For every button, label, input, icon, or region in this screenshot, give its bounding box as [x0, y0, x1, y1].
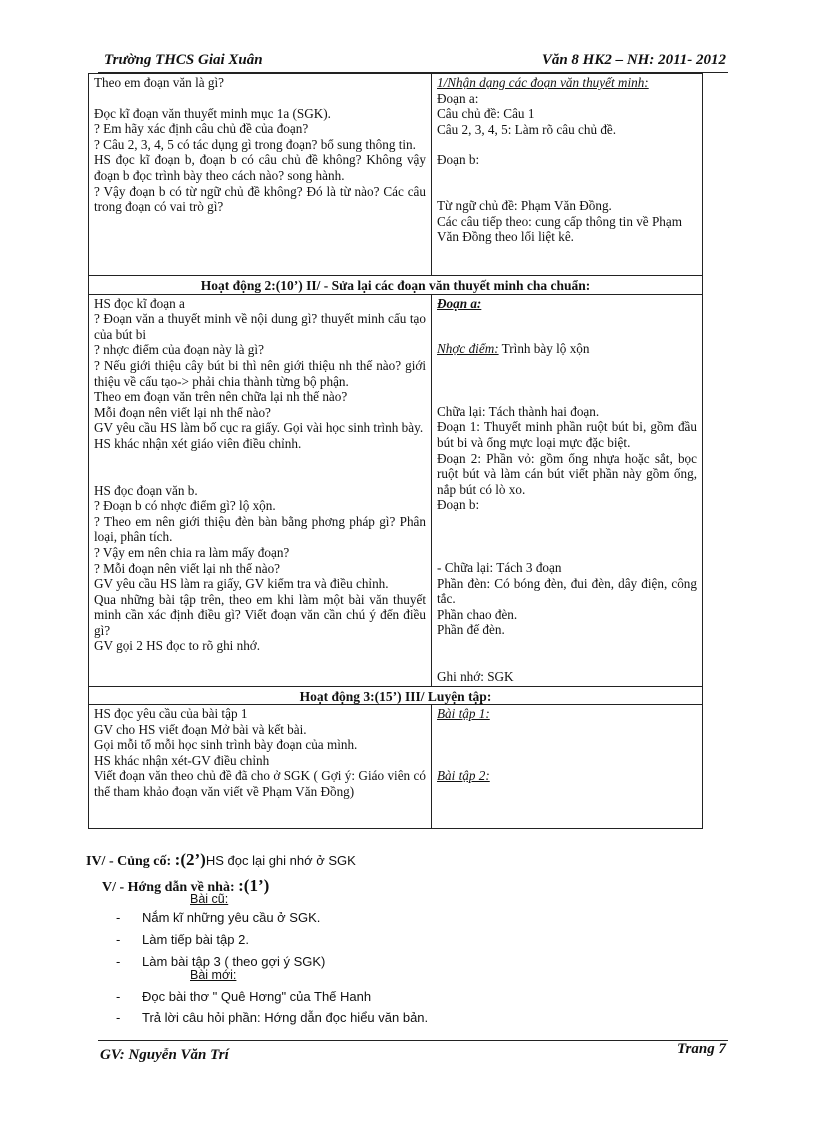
text-line: GV cho HS viết đoạn Mở bài và kết bài. [94, 721, 307, 737]
text-line: HS đọc kĩ đoạn a [94, 295, 185, 311]
text-line: HS đọc đoạn văn b. [94, 482, 198, 498]
homework-line [102, 876, 269, 896]
text-line: HS khác nhận xét giáo viên điều chỉnh. [94, 435, 302, 451]
consolidation-line [86, 850, 356, 870]
homework-label: V/ - Hớng dẫn về nhà: [102, 880, 239, 895]
section1-right [432, 74, 703, 276]
activity3-left [89, 705, 432, 829]
item-text: Trả lời câu hỏi phần: Hớng dẫn đọc hiểu văn bản. [142, 1010, 429, 1025]
text-line: - Chữa lại: Tách 3 đoạn [437, 559, 562, 575]
text-line: Đoạn 1: Thuyết minh phần ruột bút bi, gồm đầu bút bi và ống mực loại mực đặc biệt. [437, 419, 697, 450]
nhuoc-diem-text: Trình bày lộ xộn [498, 341, 590, 357]
section-heading: 1/Nhận dạng các đoạn văn thuyết minh: [437, 75, 649, 90]
old-item-2: - Làm tiếp bài tập 2. [116, 932, 249, 947]
text-line: HS đọc kĩ đoạn b, đoạn b có câu chủ đề không? Không vậy đoạn b đọc trình bày theo cách nào? song hành. [94, 152, 426, 183]
text-line: ? nhợc điểm của đoạn này là gì? [94, 342, 264, 358]
text-line: Câu chủ đề: Câu 1 [437, 106, 535, 122]
text-line: Đọc kĩ đoạn văn thuyết minh mục 1a (SGK). [94, 105, 331, 121]
text-line: ? Theo em nên giới thiệu đèn bàn bằng phơng pháp gì? Phân loại, phân tích. [94, 513, 426, 545]
text-line: ? Nếu giới thiệu cây bút bi thì nên giới thiệu nh thế nào? giới thiệu về cấu tạo-> phải chia thành từng bộ phận. [94, 357, 426, 389]
new-lesson-label: Bài mới: [190, 968, 237, 982]
item-text: Làm tiếp bài tập 2. [142, 932, 249, 947]
old-lesson-label: Bài cũ: [190, 892, 229, 906]
text-line: HS khác nhận xét-GV điều chỉnh [94, 752, 270, 768]
text-line: Phần chao đèn. [437, 606, 518, 622]
text-line: Theo em đoạn văn là gì? [94, 75, 224, 90]
text-line: Đoạn a: [437, 90, 479, 106]
item-text: Làm bài tập 3 ( theo gợi ý SGK) [142, 954, 326, 969]
text-line: GV gọi 2 HS đọc to rõ ghi nhớ. [94, 638, 261, 654]
activity-title: Hoạt động 3:(15’) III/ Luyện tập: [299, 688, 492, 704]
text-line: Chữa lại: Tách thành hai đoạn. [437, 403, 600, 419]
exercise-2-label: Bài tập 2: [437, 767, 490, 783]
activity-title: Hoạt động 2:(10’) II/ - Sửa lại các đoạn văn thuyết minh cha chuẩn: [200, 278, 591, 293]
consolidation-label: IV/ - Củng cố: [86, 854, 175, 869]
old-item-1: - Nắm kĩ những yêu cầu ở SGK. [116, 910, 321, 925]
section1-left [89, 74, 432, 276]
school-name: Trường THCS Giai Xuân [104, 52, 263, 68]
text-line: HS đọc yêu cầu của bài tập 1 [94, 706, 248, 722]
text-line: Đoạn b: [437, 152, 480, 168]
text-line: Qua những bài tập trên, theo em khi làm một bài văn thuyết minh cần xác định điều gì? Viết đoạn văn cần chú ý đến điều gì? [94, 591, 426, 638]
teacher-name: GV: Nguyễn Văn Trí [100, 1047, 229, 1063]
course-info: Văn 8 HK2 – NH: 2011- 2012 [541, 52, 726, 68]
nhuoc-diem-label: Nhợc điểm: [437, 341, 499, 357]
text-line: ? Câu 2, 3, 4, 5 có tác dụng gì trong đoạn? bổ sung thông tin. [94, 136, 416, 152]
blank-line [437, 311, 697, 341]
text-line: Mỗi đoạn nên viết lại nh thế nào? [94, 404, 271, 420]
consolidation-text: HS đọc lại ghi nhớ ở SGK [205, 853, 356, 868]
activity3-right [432, 705, 703, 829]
text-line: ? Em hãy xác định câu chủ đề của đoạn? [94, 121, 309, 137]
exercise-1-label: Bài tập 1: [437, 706, 490, 722]
consolidation-time: :(2’) [174, 850, 206, 869]
nhuoc-diem-line [437, 341, 697, 357]
text-line: Viết đoạn văn theo chủ đề đã cho ở SGK ( Gợi ý: Giáo viên có thể tham khảo đoạn văn viết về Phạm Văn Đồng) [94, 768, 426, 800]
page-footer [98, 1040, 728, 1067]
activity2-left [89, 294, 432, 686]
text-line: Các câu tiếp theo: cung cấp thông tin về Phạm Văn Đồng theo lối liệt kê. [437, 213, 682, 245]
blank-line [437, 168, 697, 198]
text-line: Theo em đoạn văn trên nên chữa lại nh thế nào? [94, 389, 348, 405]
activity2-title [89, 276, 703, 295]
item-text: Nắm kĩ những yêu cầu ở SGK. [142, 910, 321, 925]
page-number: Trang 7 [676, 1041, 726, 1057]
text-line: ? Vậy em nên chia ra làm mấy đoạn? [94, 544, 290, 560]
text-line: Từ ngữ chủ đề: Phạm Văn Đồng. [437, 197, 612, 213]
lesson-table [88, 73, 703, 829]
blank-line [94, 452, 426, 483]
text-line: Phần đế đèn. [437, 622, 505, 638]
text-line: GV yêu cầu HS làm bố cục ra giấy. Gọi vài học sinh trình bày. [94, 420, 424, 436]
text-line: Đoạn b: [437, 497, 480, 513]
text-line: GV yêu cầu HS làm ra giấy, GV kiểm tra và điều chỉnh. [94, 576, 389, 592]
text-line: Ghi nhớ: SGK [437, 668, 514, 684]
blank-line [437, 513, 697, 560]
homework-time: :(1’) [238, 876, 270, 895]
text-line: ? Đoạn văn a thuyết minh về nội dung gì? thuyết minh cấu tạo của bút bi [94, 311, 426, 342]
text-line: ? Vậy đoạn b có từ ngữ chủ đề không? Đó là từ nào? Các câu trong đoạn có vai trò gì? [94, 183, 426, 215]
page-header [98, 50, 728, 73]
new-item-1: - Đọc bài thơ " Quê Hơng" của Thế Hanh [116, 989, 372, 1004]
doan-a-label: Đoạn a: [437, 295, 482, 311]
activity2-right [432, 294, 703, 686]
item-text: Đọc bài thơ " Quê Hơng" của Thế Hanh [142, 989, 372, 1004]
text-line: ? Đoạn b có nhợc điểm gì? lộ xộn. [94, 498, 276, 514]
blank-line [437, 722, 697, 768]
text-line: Phần đèn: Có bóng đèn, đui đèn, dây điện, công tắc. [437, 575, 697, 607]
blank-line [437, 357, 697, 404]
activity3-title [89, 686, 703, 705]
text-line: Câu 2, 3, 4, 5: Làm rõ câu chủ đề. [437, 121, 617, 137]
text-line: Gọi mỗi tổ mỗi học sinh trình bày đoạn của mình. [94, 737, 358, 753]
new-item-2: - Trả lời câu hỏi phần: Hớng dẫn đọc hiểu văn bản. [116, 1010, 429, 1025]
old-item-3: - Làm bài tập 3 ( theo gợi ý SGK) [116, 954, 326, 969]
blank-line [437, 638, 697, 669]
blank-line [437, 137, 697, 152]
text-line: ? Mỗi đoạn nên viết lại nh thế nào? [94, 560, 281, 576]
blank-line [94, 91, 426, 106]
text-line: Đoạn 2: Phần vỏ: gồm ống nhựa hoặc sắt, bọc ruột bút và làm cán bút viết phần này gồm ống, nắp bút có lò xo. [437, 450, 697, 497]
